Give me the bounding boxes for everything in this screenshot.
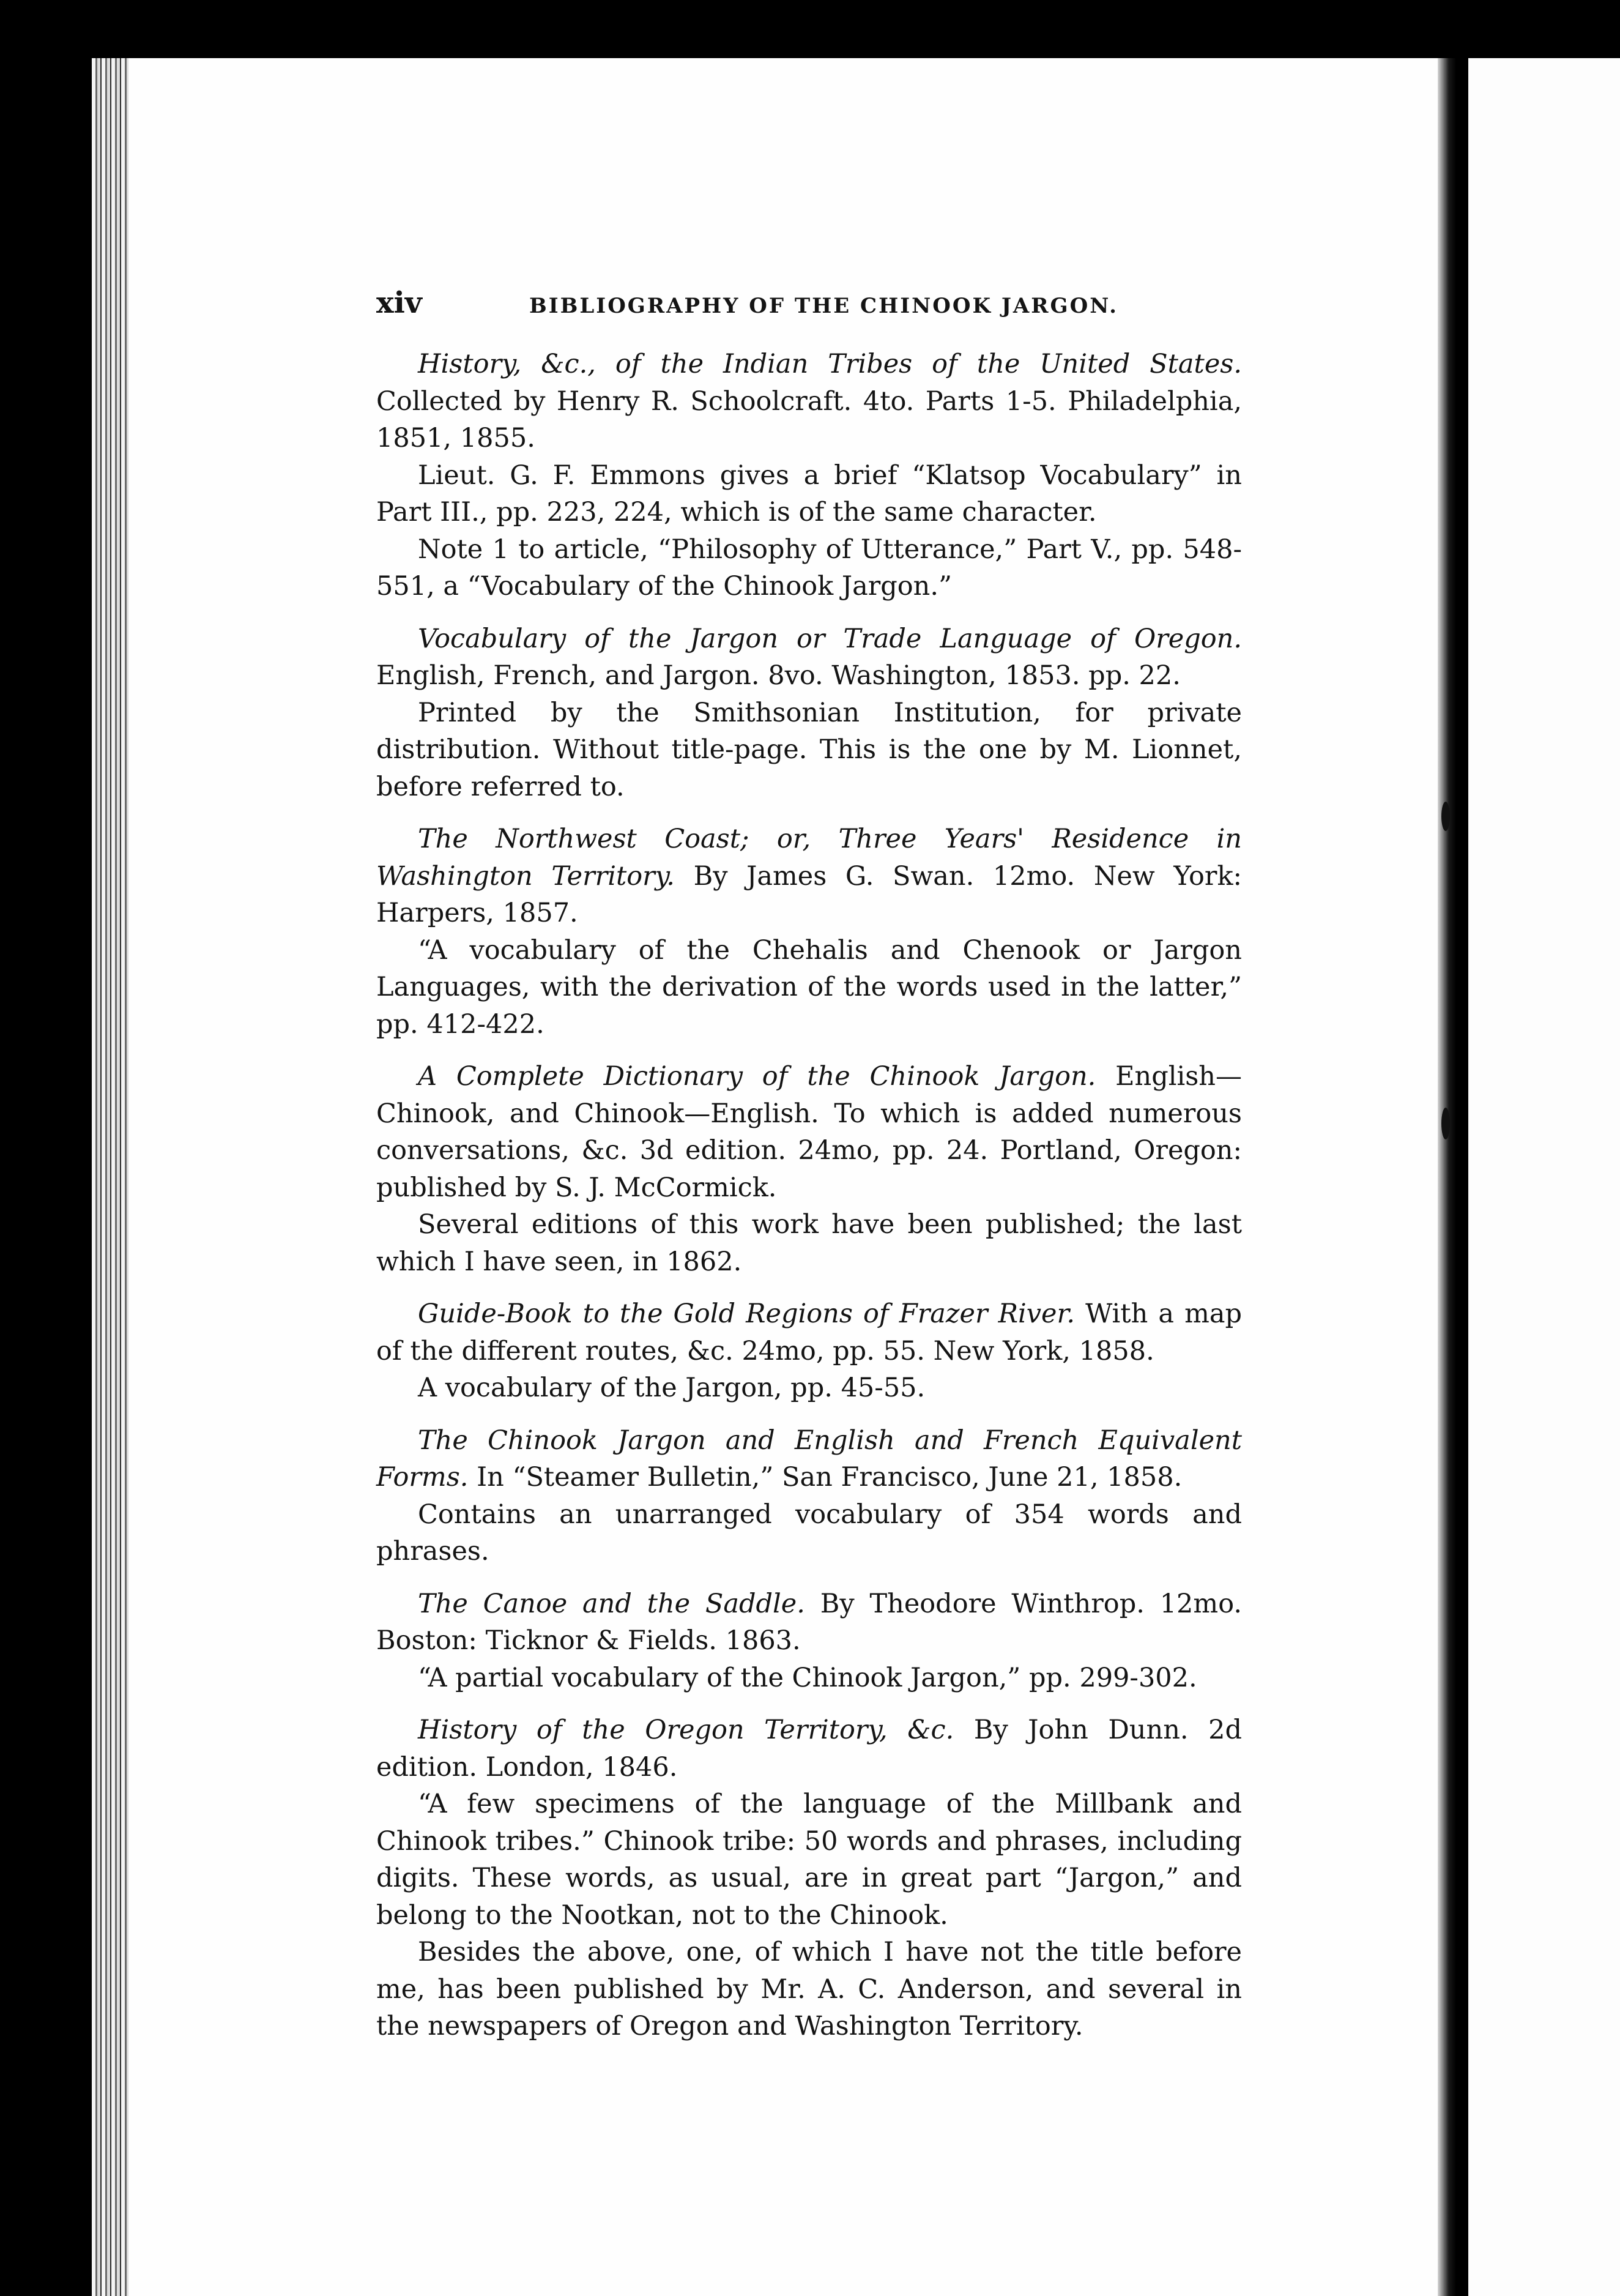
entry-heading [376,346,1242,457]
entry-citation: English—Chinook, and Chinook—English. To which is added numerous conversations, &c. 3d edition. 24mo, pp. 24. Portland, Oregon: published by S. J. McCormick. [376,1061,1242,1203]
entry-note: Lieut. G. F. Emmons gives a brief “Klatsop Vocabulary” in Part III., pp. 223, 224, which is of the same character. [376,460,1242,527]
entry-title: A Complete Dictionary of the Chinook Jargon. [418,1061,1096,1092]
entry-title: Guide-Book to the Gold Regions of Frazer River. [418,1299,1076,1329]
entry-note: Besides the above, one, of which I have not the title before me, has been published by Mr. A. C. Anderson, and several in the newspapers of Oregon and Washington Territory. [376,1937,1242,2041]
entry-note: “A partial vocabulary of the Chinook Jargon,” pp. 299-302. [418,1662,1197,1693]
entry-note: “A few specimens of the language of the Millbank and Chinook tribes.” Chinook tribe: 50 words and phrases, including digits. These words, as usual, are in great part “Jargon,” and belong to the Nootkan, not to the Chinook. [376,1789,1242,1931]
entry-citation: Collected by Henry R. Schoolcraft. 4to. Parts 1-5. Philadelphia, 1851, 1855. [376,386,1242,453]
bibliography-entry [376,346,1242,605]
entry-heading [376,1058,1242,1206]
entry-citation: With a map of the different routes, &c. 24mo, pp. 55. New York, 1858. [376,1299,1243,1366]
entry-citation: By James G. Swan. 12mo. New York: Harpers, 1857. [376,860,1243,928]
facing-page [1468,58,1620,2296]
entry-note: A vocabulary of the Jargon, pp. 45-55. [418,1373,926,1403]
entry-heading [376,1586,1242,1660]
entry-title: The Canoe and the Saddle. [418,1588,805,1619]
entry-title: The Northwest Coast; or, Three Years' Residence in Washington Territory. [376,824,1242,892]
entry-note: Several editions of this work have been published; the last which I have seen, in 1862. [376,1209,1242,1277]
entry-citation: English, French, and Jargon. 8vo. Washington, 1853. pp. 22. [376,660,1181,691]
entry-heading [376,621,1242,695]
page-text [376,285,1242,2060]
entry-citation: By John Dunn. 2d edition. London, 1846. [376,1715,1242,1783]
bibliography-entry [376,1422,1242,1570]
entry-note: Printed by the Smithsonian Institution, for private distribution. Without title-page. This is the one by M. Lionnet, before referred to. [376,697,1242,802]
entry-heading [376,1295,1242,1370]
bibliography-entry [376,621,1242,806]
entry-title: History, &c., of the Indian Tribes of the United States. [418,349,1242,379]
entry-note: Note 1 to article, “Philosophy of Utterance,” Part V., pp. 548-551, a “Vocabulary of the Chinook Jargon.” [376,534,1242,602]
running-head: BIBLIOGRAPHY OF THE CHINOOK JARGON. [529,294,1118,318]
ink-mark [1441,1108,1450,1139]
ink-mark [1441,802,1450,831]
page-edge-shadow [1438,58,1456,2296]
bibliography-entry [376,1295,1242,1407]
page-header [376,285,1242,321]
page-number: xiv [376,286,422,320]
entry-citation: By Theodore Winthrop. 12mo. Boston: Ticknor & Fields. 1863. [376,1588,1242,1656]
bibliography-entry [376,821,1242,1043]
entry-title: History of the Oregon Territory, &c. [418,1715,954,1745]
entry-note: Contains an unarranged vocabulary of 354 words and phrases. [376,1499,1242,1567]
bibliography-entry [376,1058,1242,1280]
bibliography-entry [376,1586,1242,1697]
entry-heading [376,1712,1242,1786]
bibliography-entry [376,1712,1242,2045]
entry-title: The Chinook Jargon and English and French Equivalent Forms. [376,1425,1242,1493]
book-gutter [92,58,128,2296]
entry-heading [376,1422,1242,1496]
entry-note: “A vocabulary of the Chehalis and Chenook or Jargon Languages, with the derivation of the words used in the latter,” pp. 412-422. [376,934,1242,1040]
entry-citation: In “Steamer Bulletin,” San Francisco, June 21, 1858. [477,1462,1183,1493]
entry-heading [376,821,1242,932]
entry-title: Vocabulary of the Jargon or Trade Language of Oregon. [418,623,1242,654]
